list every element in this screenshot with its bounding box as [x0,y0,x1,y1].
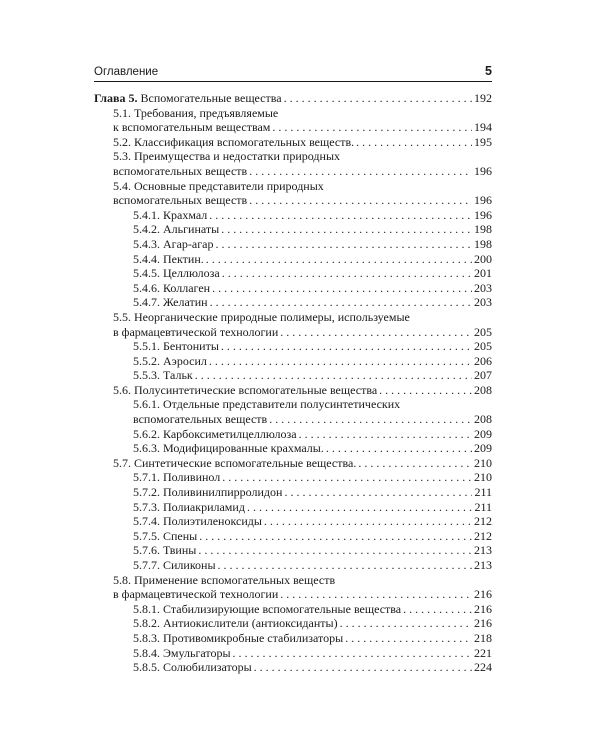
toc-entry-title: 5.7.7. Силиконы [133,558,216,572]
toc-leader-dots [199,529,472,544]
toc-page-number: 211 [474,485,492,500]
toc-entry[interactable] [94,310,492,339]
toc-entry-title: 5.7.4. Полиэтиленоксиды [133,514,262,529]
toc-page-number: 203 [474,280,492,295]
toc-leader-dots [218,558,472,573]
toc-entry[interactable] [94,573,492,602]
toc-entry[interactable] [94,514,492,529]
header-rule [94,81,492,82]
toc-entry[interactable] [94,339,492,354]
toc-entry[interactable] [94,179,492,208]
toc-page-number: 196 [474,193,492,208]
toc-entry[interactable] [94,631,492,646]
toc-page-number: 216 [474,616,492,631]
toc-entry-title: 5.4.2. Альгинаты [133,222,220,237]
page-number: 5 [485,64,492,78]
toc-entry[interactable] [94,456,492,471]
toc-entry[interactable] [94,252,492,267]
toc-leader-dots [212,281,472,296]
toc-leader-dots [249,193,472,208]
toc-entry-title: вспомогательных веществ [133,412,268,427]
toc-entry-title: вспомогательных веществ [113,163,248,178]
toc-page-number: 195 [474,134,492,149]
toc-leader-dots [264,514,472,529]
toc-entry[interactable] [94,281,492,296]
toc-entry[interactable] [94,222,492,237]
toc-entry-title: в фармацевтической технологии [113,324,279,339]
toc-leader-dots [326,441,472,456]
toc-entry-title: 5.6. Полусинтетические вспомогательные вещества [113,382,378,397]
toc-page-number: 205 [474,339,492,354]
toc-entry[interactable] [94,646,492,661]
toc-entry-title: 5.8.5. Солюбилизаторы [133,660,252,675]
toc-leader-dots [345,631,472,646]
toc-page-number: 213 [474,543,492,558]
toc-entry[interactable] [94,529,492,544]
toc-entry-title: 5.7.1. Поливинол [133,470,221,485]
toc-leader-dots [215,237,472,252]
toc-entry-title: 5.7.3. Полиакриламид [133,499,245,514]
toc-page-number: 203 [474,295,492,310]
toc-leader-dots [299,427,472,442]
toc-page-number: 211 [474,499,492,514]
toc-leader-dots [198,543,472,558]
toc-chapter-label: Глава 5. [94,91,141,105]
toc-page-number: 208 [474,382,492,397]
toc-leader-dots [379,383,472,398]
toc-entry[interactable] [94,91,492,106]
toc-entry-title: 5.8.2. Антиокислители (антиоксиданты) [133,616,338,631]
toc-entry-title: 5.4.3. Агар-агар [133,236,214,251]
toc-page-number: 212 [474,514,492,529]
toc-entry-title: 5.2. Классификация вспомогательных веществ. [113,134,355,149]
toc-entry-title: 5.7.6. Твины [133,543,197,558]
toc-leader-dots [247,500,473,515]
toc-page-number: 216 [474,601,492,616]
toc-entry[interactable] [94,266,492,281]
toc-page-number: 198 [474,222,492,237]
toc-entry[interactable] [94,558,492,573]
toc-entry-title: 5.8.4. Эмульгаторы [133,645,231,660]
toc-page-number: 196 [474,207,492,222]
toc-entry-title: 5.6.2. Карбоксиметилцеллюлоза [133,426,297,441]
toc-page-number: 224 [474,660,492,675]
toc-entry-title: к вспомогательным веществам [113,120,271,135]
toc-page-number: 221 [474,645,492,660]
toc-entry[interactable] [94,368,492,383]
toc-leader-dots [249,164,472,179]
toc-entry[interactable] [94,106,492,135]
toc-leader-dots [221,339,472,354]
toc-page-number: 213 [474,558,492,572]
toc-entry-title: 5.7. Синтетические вспомогательные вещества. [113,455,357,470]
toc-page-number: 196 [474,163,492,178]
toc-page-number: 212 [474,528,492,543]
toc-leader-dots [233,646,472,661]
toc-entry[interactable] [94,237,492,252]
toc-entry[interactable] [94,149,492,178]
toc-entry[interactable] [94,660,492,675]
toc-leader-dots [210,295,472,310]
toc-entry-title: 5.4.7. Желатин [133,295,208,310]
toc-entry[interactable] [94,397,492,426]
toc-leader-dots [269,412,472,427]
toc-page-number: 209 [474,426,492,441]
toc-page-number: 208 [474,412,492,427]
toc-page-number: 194 [474,120,492,135]
toc-entry-title: 5.6.1. Отдельные представители полусинтетических [133,397,401,412]
toc-page-number: 192 [474,91,492,105]
toc-entry-title: 5.4.5. Целлюлоза [133,266,220,281]
toc-entry[interactable] [94,135,492,150]
toc-entry[interactable] [94,500,492,515]
toc-page-number: 201 [474,266,492,281]
toc-leader-dots [272,120,472,135]
toc-entry[interactable] [94,441,492,456]
toc-entry-title: 5.4.4. Пектин. [133,251,204,266]
toc-entry-title: 5.7.2. Поливинилпирролидон [133,485,283,500]
toc-leader-dots [284,485,472,500]
toc-leader-dots [221,222,472,237]
toc-leader-dots [356,135,472,150]
toc-entry[interactable] [94,602,492,617]
toc-entry[interactable] [94,354,492,369]
running-header-title: Оглавление [94,66,159,78]
toc-entry-title: 5.7.5. Спены [133,528,198,543]
toc-page-number: 210 [474,470,492,485]
toc-entry[interactable] [94,295,492,310]
toc-entry[interactable] [94,543,492,558]
toc-page-number: 198 [474,236,492,251]
toc-entry-title: 5.5. Неорганические природные полимеры, используемые [113,309,410,324]
toc-entry-title: 5.8.1. Стабилизирующие вспомогательные вещества [133,601,402,616]
toc-entry[interactable] [94,470,492,485]
toc-entry-title: 5.3. Преимущества и недостатки природных [113,149,341,164]
table-of-contents [94,91,492,675]
toc-leader-dots [358,456,472,471]
toc-page-number: 200 [474,251,492,266]
toc-leader-dots [280,587,472,602]
toc-page-number: 209 [474,441,492,456]
toc-entry-title: 5.8.3. Противомикробные стабилизаторы [133,630,344,645]
toc-entry-title: 5.1. Требования, предъявляемые [113,105,279,120]
toc-leader-dots [280,325,472,340]
toc-entry[interactable] [94,208,492,223]
toc-entry-title: в фармацевтической технологии [113,587,279,602]
toc-page-number: 218 [474,630,492,645]
toc-entry[interactable] [94,485,492,500]
toc-entry-title: 5.8. Применение вспомогательных веществ [113,572,336,587]
toc-leader-dots [254,660,472,675]
toc-entry[interactable] [94,427,492,442]
toc-leader-dots [284,91,472,106]
toc-page-number: 207 [474,368,492,383]
toc-entry-title: 5.4. Основные представители природных [113,178,324,193]
toc-entry-title: вспомогательных веществ [113,193,248,208]
toc-leader-dots [403,602,472,617]
toc-entry-title: 5.5.1. Бентониты [133,339,219,354]
toc-page-number: 205 [474,324,492,339]
toc-leader-dots [340,616,472,631]
toc-page-number: 216 [474,587,492,602]
toc-entry-title: 5.4.6. Коллаген [133,280,211,295]
toc-leader-dots [209,208,472,223]
toc-page-number: 210 [474,455,492,470]
toc-entry[interactable] [94,383,492,398]
toc-leader-dots [209,354,472,369]
toc-entry-title: 5.5.2. Аэросил [133,353,207,368]
toc-page-number: 206 [474,353,492,368]
toc-leader-dots [195,368,472,383]
toc-entry[interactable] [94,616,492,631]
toc-entry-title: Вспомогательные вещества [140,91,282,105]
toc-leader-dots [206,252,472,267]
running-header [94,64,492,78]
toc-entry-title: 5.6.3. Модифицированные крахмалы. [133,441,324,456]
toc-entry-title: 5.4.1. Крахмал [133,207,208,222]
toc-leader-dots [222,266,472,281]
toc-entry-title: 5.5.3. Тальк [133,368,193,383]
toc-leader-dots [222,470,472,485]
